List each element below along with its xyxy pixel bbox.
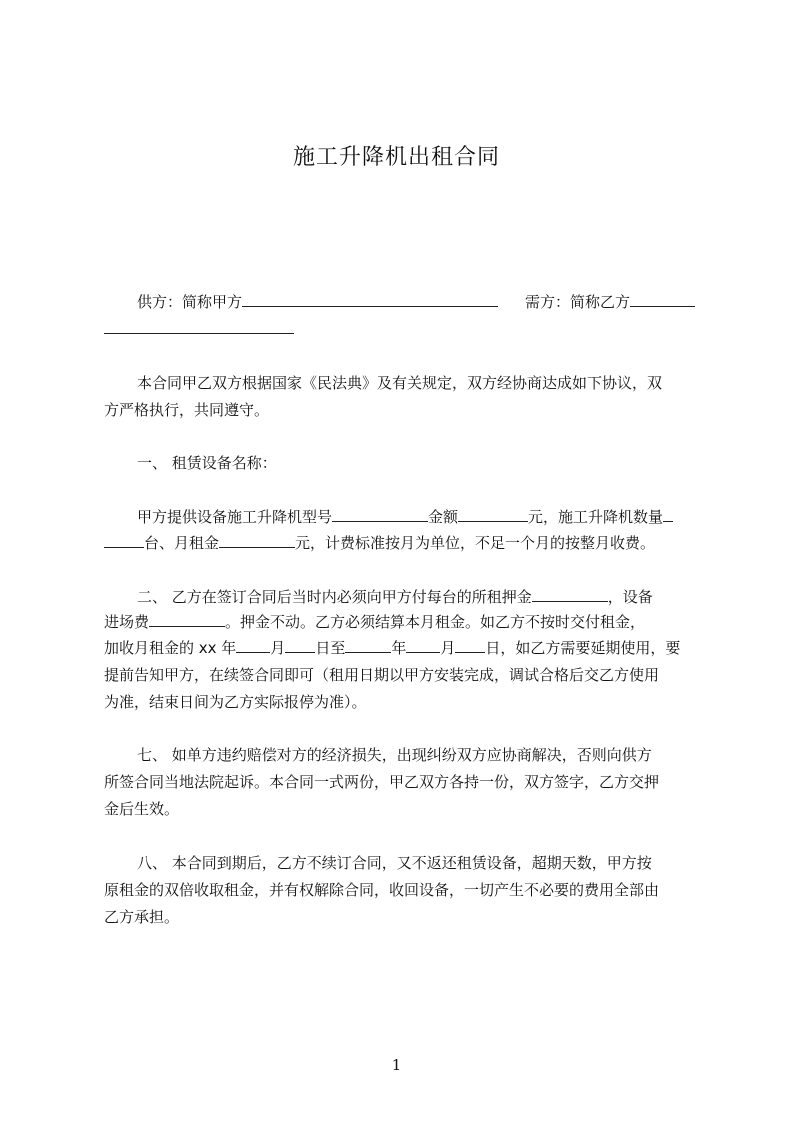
section7-line-2: 所签合同当地法院起诉。本合同一式两份，甲乙双方各持一份，双方签字，乙方交押	[104, 773, 660, 791]
section7-line-3: 金后生效。	[104, 800, 180, 818]
section2-line-5: 为准，结束日间为乙方实际报停为准）。	[104, 693, 367, 711]
supplier-label: 供方：简称甲方	[137, 293, 243, 311]
page-number: 1	[391, 1056, 402, 1074]
demander-line	[525, 291, 695, 312]
demander-blank-continued	[104, 318, 294, 338]
section8-line-1: 八、 本合同到期后，乙方不续订合同，又不返还租赁设备，超期天数，甲方按	[137, 854, 652, 872]
document-title: 施工升降机出租合同	[292, 145, 500, 170]
section1-line-2: 台、月租金 元，计费标准按月为单位，不足一个月的按整月收费。	[104, 532, 655, 553]
demander-blank	[630, 291, 695, 307]
section2-line-1: 二、 乙方在签订合同后当时内必须向甲方付每台的所租押金 ，设备	[137, 588, 653, 606]
intro-line-2: 方严格执行，共同遵守。	[104, 401, 270, 419]
section2-line-4: 提前告知甲方，在续签合同即可（租用日期以甲方安装完成，调试合格后交乙方使用	[104, 666, 660, 684]
section1-line-1: 甲方提供设备施工升降机型号 金额 元，施工升降机数量	[137, 506, 700, 527]
section1-heading: 一、 租赁设备名称：	[137, 454, 277, 472]
intro-line-1: 本合同甲乙双方根据国家《民法典》及有关规定，双方经协商达成如下协议，双	[137, 374, 663, 392]
section2-line-3: 加收月租金的 xx 年 月 日至 年 月 日，如乙方需要延期使用，要	[104, 639, 681, 657]
supplier-blank	[242, 291, 498, 307]
section2-line-2: 进场费 。押金不动。乙方必须结算本月租金。如乙方不按时交付租金，	[104, 613, 646, 631]
demander-label: 需方：简称乙方	[525, 293, 631, 311]
parties-line	[137, 291, 498, 312]
section8-line-2: 原租金的双倍收取租金，并有权解除合同，收回设备，一切产生不必要的费用全部由	[104, 881, 660, 899]
section7-line-1: 七、 如单方违约赔偿对方的经济损失，出现纠纷双方应协商解决，否则向供方	[137, 746, 652, 764]
section8-line-3: 乙方承担。	[104, 908, 180, 926]
